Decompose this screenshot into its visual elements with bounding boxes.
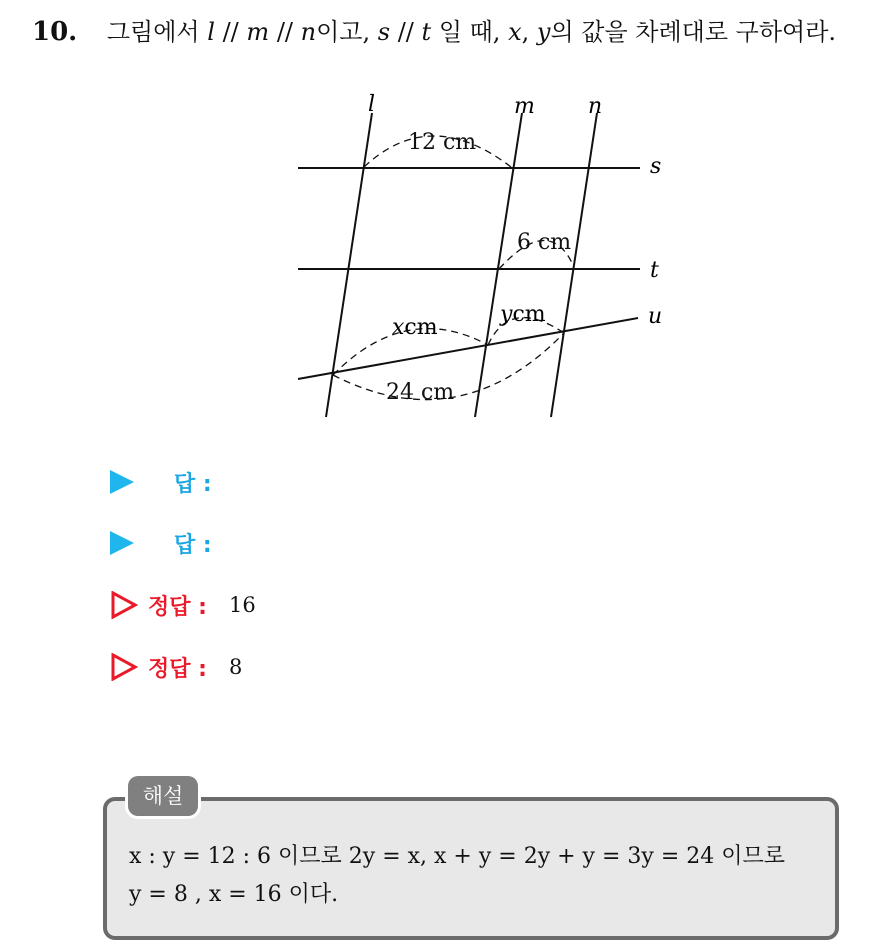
label-u: u: [648, 304, 663, 329]
measure-24cm: 24 cm: [386, 380, 455, 405]
var-n: n: [300, 18, 317, 46]
question-number: 10.: [32, 17, 78, 47]
solution-box: [103, 797, 839, 940]
var-y: y: [536, 18, 551, 46]
parallel-symbol: //: [222, 18, 239, 46]
parallel-symbol: //: [397, 18, 414, 46]
label-m: m: [514, 94, 535, 119]
correct-answer-label: 정답 :: [148, 594, 207, 620]
label-n: n: [588, 94, 603, 119]
line-l: [326, 113, 372, 417]
solution-tab: 해설: [128, 776, 198, 816]
measure-6cm: 6 cm: [517, 230, 572, 255]
measure-12cm: 12 cm: [408, 130, 477, 155]
var-l: l: [207, 18, 215, 46]
measure-x-var: x: [392, 315, 405, 340]
question-text-part: 일 때,: [438, 18, 501, 46]
question-text-part: 의 값을 차례대로 구하여라.: [550, 18, 837, 46]
play-arrow-icon: [110, 531, 134, 555]
measure-x-unit: cm: [404, 315, 438, 340]
answer-row-2: [110, 528, 212, 558]
outline-arrow-icon: [110, 653, 138, 681]
answer-label: 답 :: [174, 471, 212, 497]
line-u: [298, 318, 638, 379]
var-s: s: [377, 18, 391, 46]
question-text-part: 이고,: [316, 18, 371, 46]
question-text: [32, 12, 836, 47]
answer-label: 답 :: [174, 532, 212, 558]
var-m: m: [246, 18, 270, 46]
label-t: t: [650, 258, 659, 283]
correct-answer-label: 정답 :: [148, 656, 207, 682]
solution-line-1: x : y = 12 : 6 이므로 2y = x, x + y = 2y + y = 3y = 24 이므로: [129, 844, 785, 869]
label-s: s: [650, 154, 662, 179]
measure-x: [392, 315, 438, 340]
correct-answer-value: 16: [228, 593, 256, 617]
measure-y: [499, 302, 546, 327]
outline-arrow-icon: [110, 591, 138, 619]
correct-answer-value: 8: [228, 655, 243, 679]
comma: ,: [521, 18, 530, 46]
correct-answer-row-1: [110, 590, 256, 620]
parallel-symbol: //: [276, 18, 293, 46]
correct-answer-row-2: [110, 652, 242, 682]
var-x: x: [508, 18, 522, 46]
answer-row-1: [110, 467, 212, 497]
solution-line-2: y = 8 , x = 16 이다.: [129, 882, 339, 907]
measure-y-var: y: [500, 302, 513, 327]
parallel-lines-figure: [280, 85, 680, 425]
var-t: t: [421, 18, 432, 46]
measure-y-unit: cm: [512, 302, 546, 327]
question-text-part: 그림에서: [106, 18, 200, 46]
play-arrow-icon: [110, 470, 134, 494]
line-n: [551, 113, 597, 417]
label-l: l: [368, 92, 376, 117]
